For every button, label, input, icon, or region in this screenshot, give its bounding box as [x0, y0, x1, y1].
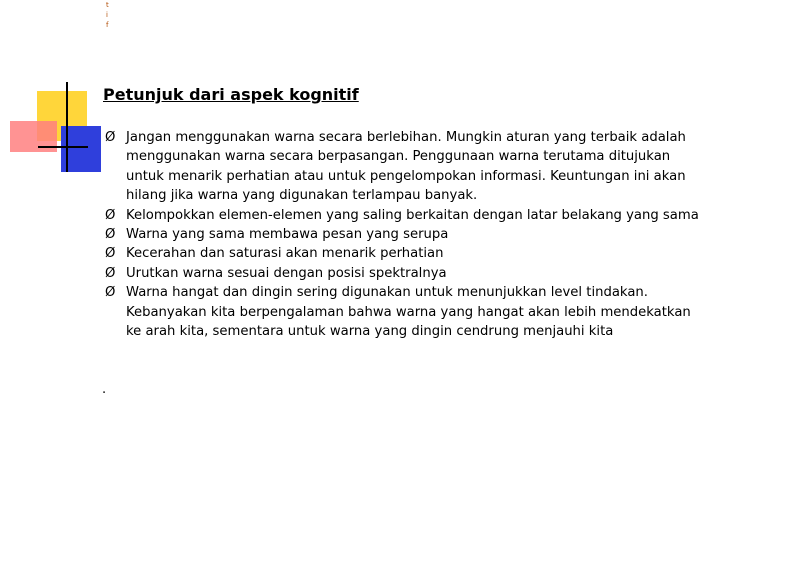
bullet-text: Warna hangat dan dingin sering digunakan untuk menunjukkan level tindakan. Kebanyakan kita berpengalaman bahwa warna yang hangat akan lebih mendekatkan ke arah kita, sementara untuk warna yang dingin cendrung menjauhi kita	[126, 285, 691, 340]
bullet-item	[105, 283, 705, 341]
bullet-text: Kelompokkan elemen-elemen yang saling berkaitan dengan latar belakang yang sama	[126, 207, 699, 223]
decor-vertical-line	[66, 82, 68, 172]
bullet-text: Jangan menggunakan warna secara berlebihan. Mungkin aturan yang terbaik adalah menggunakan warna secara berpasangan. Penggunaan warna terutama ditujukan untuk menarik perhatian atau untuk pengelompokan informasi. Keuntungan ini akan hilang jika warna yang digunakan terlampau banyak.	[126, 130, 686, 204]
slide-title: Petunjuk dari aspek kognitif	[103, 85, 359, 104]
bullet-text: Urutkan warna sesuai dengan posisi spektralnya	[126, 265, 447, 281]
trailing-mark: .	[102, 382, 107, 397]
arrow-bullet-icon: Ø	[105, 227, 116, 243]
arrow-bullet-icon: Ø	[105, 130, 116, 145]
bullet-text: Warna yang sama membawa pesan yang serupa	[126, 227, 449, 243]
bullet-item	[105, 244, 705, 263]
bullet-item	[105, 128, 705, 206]
corner-char: f	[106, 21, 109, 29]
bullet-item	[105, 206, 705, 225]
arrow-bullet-icon: Ø	[105, 265, 116, 281]
corner-char: i	[106, 11, 108, 19]
bullet-list	[105, 128, 705, 341]
corner-text-fragment	[106, 0, 114, 30]
arrow-bullet-icon: Ø	[105, 207, 116, 223]
arrow-bullet-icon: Ø	[105, 246, 116, 262]
bullet-item	[105, 225, 705, 244]
arrow-bullet-icon: Ø	[105, 285, 116, 301]
bullet-item	[105, 264, 705, 283]
decor-horizontal-line	[38, 146, 88, 148]
bullet-text: Kecerahan dan saturasi akan menarik perhatian	[126, 246, 444, 262]
corner-char: t	[106, 1, 109, 9]
